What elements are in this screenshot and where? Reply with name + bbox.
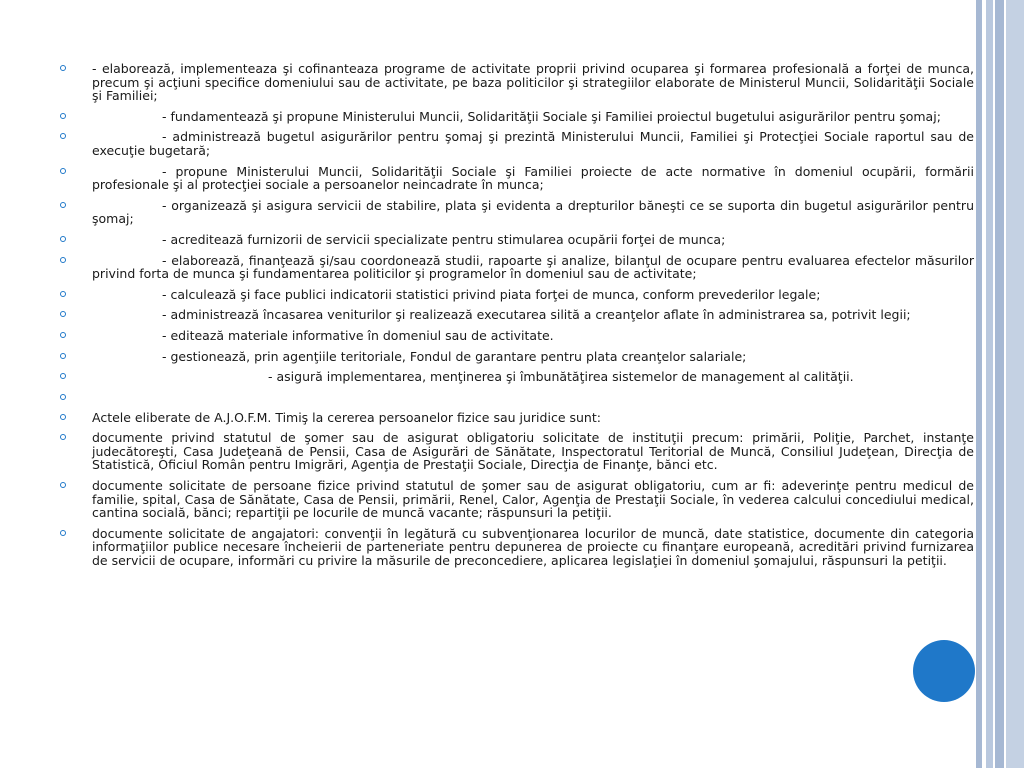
list-item-text: - calculează şi face publici indicatorii statistici privind piata forţei de munca, conform prevederilor legale;	[162, 286, 821, 302]
slide-content	[60, 62, 974, 575]
bullet-icon	[60, 202, 66, 208]
list-item	[60, 233, 974, 247]
decor-circle	[913, 640, 975, 702]
list-item-text: documente solicitate de persoane fizice privind statutul de şomer sau de asigurat obligatoriu, cum ar fi: adeverinţe pentru medicul de familie, spital, Casa de Sănătate, Casa de Pensii, primării, Renel, Calor, Agenţia de Prestaţii Sociale, în vederea calcului concediului medical, cantina socială, bănci; repartiţii pe locurile de muncă vacante; răspunsuri la petiţii.	[92, 478, 974, 521]
list-item-text: documente privind statutul de şomer sau de asigurat obligatoriu solicitate de instituţii precum: primării, Poliţie, Parchet, instanţe judecătoreşti, Casa Judeţeană de Pensii, Casa de Asigurări de Sănătate, Inspectoratul Teritorial de Muncă, Consiliul Judeţean, Direcţia de Statistică, Oficiul Român pentru Imigrări, Agenţia de Prestaţii Sociale, Direcţia de Finanţe, bănci etc.	[92, 430, 974, 473]
list-item	[60, 308, 974, 322]
list-item-text: Actele eliberate de A.J.O.F.M. Timiş la cererea persoanelor fizice sau juridice sunt:	[92, 409, 601, 425]
bullet-icon	[60, 113, 66, 119]
list-item	[60, 329, 974, 343]
list-item-text: - administrează încasarea veniturilor şi realizează executarea silită a creanţelor aflate în administrarea sa, potrivit legii;	[162, 307, 911, 323]
list-item	[60, 199, 974, 226]
list-item	[60, 350, 974, 364]
list-item	[60, 527, 974, 568]
list-item-text: - asigură implementarea, menţinerea şi îmbunătăţirea sistemelor de management al calităţii.	[268, 369, 854, 385]
list-item	[60, 254, 974, 281]
list-item-text: - administrează bugetul asigurărilor pentru şomaj şi prezintă Ministerului Muncii, Familiei şi Protecţiei Sociale raportul sau de execuţie bugetară;	[92, 129, 974, 158]
list-item	[60, 370, 974, 384]
bullet-icon	[60, 434, 66, 440]
bullet-icon	[60, 236, 66, 242]
list-item-text: - fundamentează şi propune Ministerului Muncii, Solidarităţii Sociale şi Familiei proiectul bugetului asigurărilor pentru şomaj;	[162, 108, 941, 124]
bullet-icon	[60, 332, 66, 338]
list-item-text: documente solicitate de angajatori: convenţii în legătură cu subvenţionarea locurilor de muncă, date statistice, documente din categoria informaţiilor publice necesare încheierii de parteneriate pentru depunerea de proiecte cu finanţare europeană, acreditări privind furnizarea de servicii de ocupare, informări cu privire la măsurile de preconcediere, aplicarea legislaţiei în domeniul şomajului, răspunsuri la petiţii.	[92, 525, 974, 569]
bullet-icon	[60, 353, 66, 359]
list-item	[60, 110, 974, 124]
bullet-icon	[60, 291, 66, 297]
list-item-text: - elaborează, implementeaza şi cofinanteaza programe de activitate proprii privind ocuparea şi formarea profesională a forţei de munca, precum şi acţiuni specifice domeniului sau de activitate, pe baza politicilor şi strategiilor elaborate de Ministerul Muncii, Solidarităţii Sociale şi Familiei;	[92, 61, 974, 104]
bullet-icon	[60, 394, 66, 400]
bullet-icon	[60, 311, 66, 317]
bullet-icon	[60, 414, 66, 420]
list-item	[60, 411, 974, 425]
decor-stripe	[986, 0, 993, 768]
list-item-text: - propune Ministerului Muncii, Solidarităţii Sociale şi Familiei proiecte de acte normative în domeniul ocupării, formării profesionale şi al protecţiei sociale a persoanelor neincadrate în munca;	[92, 163, 974, 193]
list-item	[60, 130, 974, 157]
list-item-text: - organizează şi asigura servicii de stabilire, plata şi evidenta a drepturilor băneşti ce se suporta din bugetul asigurărilor pentru şomaj;	[92, 197, 974, 227]
list-item	[60, 479, 974, 520]
decor-stripe	[995, 0, 1004, 768]
list-item-text: - elaborează, finanţează şi/sau coordonează studii, rapoarte şi analize, bilanţul de ocupare pentru evaluarea efectelor măsurilor privind forta de munca şi fundamentarea politicilor şi programelor în domeniul sau de activitate;	[92, 252, 974, 282]
bullet-icon	[60, 257, 66, 263]
bullet-icon	[60, 373, 66, 379]
list-item	[60, 62, 974, 103]
bullet-icon	[60, 530, 66, 536]
list-item-text: - gestionează, prin agenţiile teritoriale, Fondul de garantare pentru plata creanţelor salariale;	[162, 348, 747, 364]
list-item-text: - editează materiale informative în domeniul sau de activitate.	[162, 327, 554, 343]
bullet-icon	[60, 482, 66, 488]
bullet-icon	[60, 65, 66, 71]
bullet-list	[60, 62, 974, 568]
bullet-icon	[60, 168, 66, 174]
list-item	[60, 165, 974, 192]
decor-stripe	[1006, 0, 1024, 768]
list-item-text: - acreditează furnizorii de servicii specializate pentru stimularea ocupării forţei de munca;	[162, 231, 726, 247]
list-item-empty	[60, 391, 974, 404]
list-item	[60, 288, 974, 302]
list-item	[60, 431, 974, 472]
bullet-icon	[60, 133, 66, 139]
